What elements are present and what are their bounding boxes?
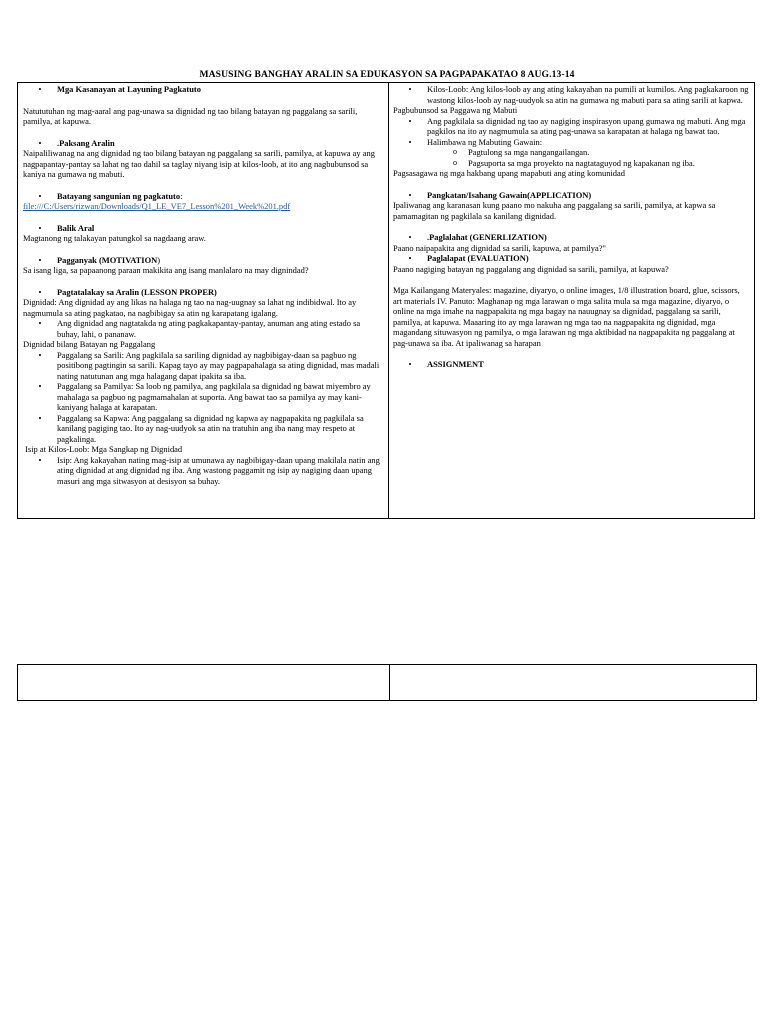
lesson-heading-item [23, 287, 383, 298]
objectives-heading-item [23, 84, 383, 95]
reference-heading-item [23, 191, 383, 202]
bullet: • [38, 190, 42, 201]
basis-item [23, 381, 383, 413]
review-heading-item [23, 223, 383, 234]
practice-text: Pagsasagawa ng mga hakbang upang mapabuti ang ating komunidad [393, 168, 625, 178]
example-item [393, 147, 749, 158]
good-item-text: Ang pagkilala sa dignidad ng tao ay nagiging inspirasyon upang gumawa ng mabuti. Ang mga pagkilos na ito ay nagmumula sa ating pag-unawa sa karapatan at halaga ng bawat tao. [427, 115, 746, 136]
reference-link[interactable]: file:///C:/Users/rizwan/Downloads/Q1_LE_VE7_Lesson%201_Week%201.pdf [23, 201, 291, 211]
review-heading: Balik Aral [57, 222, 95, 233]
bullet: • [38, 381, 42, 391]
reference-colon: : [180, 190, 183, 201]
objectives-heading: Mga Kasanayan at Layuning Pagkatuto [57, 84, 201, 94]
bullet: • [408, 136, 412, 147]
bullet: • [38, 349, 42, 360]
topic-heading-item [23, 138, 383, 149]
bullet: • [38, 412, 42, 423]
bullet: • [408, 359, 412, 369]
evaluation-text: Paano nagiging batayan ng paggalang ang dignidad sa sarili, pamilya, at kapuwa? [393, 263, 669, 274]
basis-item-text: Paggalang sa Kapwa: Ang paggalang sa dignidad ng kapwa ay nagpapakita ng pagkilala sa kanilang pagiging tao. Ito ay nag-uudyok sa atin na tratuhin ang iba nang may respeto at pagkalinga. [57, 412, 364, 444]
bullet: • [38, 222, 42, 233]
basis-item [23, 413, 383, 445]
bullet: • [408, 84, 412, 94]
application-heading-item [393, 190, 749, 201]
good-heading: Pagbubunsod sa Paggawa ng Mabuti [393, 105, 518, 115]
motivation-heading-item [23, 255, 383, 266]
example-text: Pagtulong sa mga nangangailangan. [468, 147, 590, 157]
will-item-right [393, 84, 749, 105]
left-column [18, 83, 389, 518]
evaluation-heading-item [393, 253, 749, 264]
lesson-bullet-item [23, 318, 383, 339]
empty-cell-left [18, 665, 390, 700]
assignment-heading: ASSIGNMENT [427, 359, 484, 369]
bullet: • [38, 84, 42, 94]
will-item-right-text: Kilos-Loob: Ang kilos-loob ay ang ating kakayahan na pumili at kumilos. Ang pagkakaroon ng wastong kilos-loob ay nag-uudyok sa atin na gumawa ng mabuti para sa ating sarili at kapwa. [427, 84, 749, 105]
basis-item-text: Paggalang sa Pamilya: Sa loob ng pamilya, ang pagkilala sa dignidad ng bawat miyembro ay mahalaga sa pagbuo ng pagmamahalan at suporta. Ang bawat tao sa pamilya ay may kani-kaniyang halaga at karapatan. [57, 381, 371, 412]
assignment-heading-item [393, 359, 749, 370]
examples-item [393, 137, 749, 148]
review-text: Magtanong ng talakayan patungkol sa nagdaang araw. [23, 233, 206, 243]
basis-item [23, 350, 383, 382]
materials-text: Mga Kailangang Materyales: magazine, diyaryo, o online images, 1/8 illustration board, glue, scissors, art materials IV. Panuto: Maghanap ng mga larawan o mga salita mula sa mga magazine, diyaryo, o online na mga imahe na nagpapakita ng mga bagay na nauugnay sa dignidad, paggalang sa sarili, pamilya, at kapuwa. Maaaring ito ay mga larawan ng mga tao na nagpapakita ng dignidad, mga magandang situwasyon ng pamilya, o mga larawan ng mga aktibidad na nagpapakita ng paggalang at pag-unawa sa iba. At ipaliwanag sa harapan [393, 285, 740, 348]
objectives-text: Natututuhan ng mag-aaral ang pag-unawa sa dignidad ng tao bilang batayan ng paggalang sa sarili, pamilya, at kapuwa. [23, 105, 358, 126]
will-item-text: Isip: Ang kakayahan nating mag-isip at umunawa ay nagbibigay-daan upang makilala natin ang ating dignidad at ang dignidad ng iba. Ang wastong paggamit ng isip ay nagiging daan upang masuri ang mga sitwasyon at desisyon sa buhay. [57, 454, 380, 486]
basis-heading: Dignidad bilang Batayan ng Paggalang [23, 339, 156, 349]
basis-item-text: Paggalang sa Sarili: Ang pagkilala sa sariling dignidad ay nagbibigay-daan sa pagbuo ng positibong pagtingin sa sarili. Kapag tayo ay may pagpapahalaga sa ating dignidad, mas madali nating natutunan ang mga halagang dapat ipakita sa iba. [57, 349, 380, 381]
bullet: • [38, 318, 42, 328]
sub-bullet: o [453, 157, 457, 167]
motivation-text: Sa isang liga, sa papaanong paraan makikita ang isang manlalaro na may dignindad? [23, 265, 309, 275]
topic-heading: .Paksang Aralin [57, 137, 115, 148]
motivation-heading: Pagganyak (MOTIVATION [57, 254, 158, 265]
example-text: Pagsuporta sa mga proyekto na nagtataguyod ng kapakanan ng iba. [468, 157, 695, 168]
lesson-heading: Pagtatalakay sa Aralin (LESSON PROPER) [57, 286, 217, 297]
bullet: • [38, 454, 42, 465]
document-title: MASUSING BANGHAY ARALIN SA EDUKASYON SA PAGPAPAKATAO 8 AUG.13-14 [199, 69, 575, 80]
lesson-plan-table [17, 82, 755, 519]
bullet: • [408, 189, 412, 200]
empty-table [17, 664, 757, 701]
generalization-heading-item [393, 232, 749, 243]
bullet: • [38, 254, 42, 265]
topic-text: Naipaliliwanag na ang dignidad ng tao bilang batayan ng paggalang sa sarili, pamilya, at kapuwa ay ang nagpapantay-pantay sa lahat ng tao dahil sa taglay niyang isip at kilos-loob, at ito ang nagbubunsod sa kaniya na gumawa ng mabuti. [23, 148, 375, 179]
example-item [393, 158, 749, 169]
application-text: Ipaliwanag ang karanasan kung paano mo nakuha ang paggalang sa sarili, pamilya, at kapwa sa pamamagitan ng pagkilala sa kanilang dignidad. [393, 200, 716, 221]
application-heading: Pangkatan/Isahang Gawain(APPLICATION) [427, 189, 592, 200]
examples-label: Halimbawa ng Mabuting Gawain: [427, 136, 543, 147]
empty-cell-right [390, 665, 756, 700]
lesson-bullet-text: Ang dignidad ang nagtatakda ng ating pagkakapantay-pantay, anuman ang ating estado sa buhay, lahi, o pananaw. [57, 318, 361, 339]
will-heading: Isip at Kilos-Loob: Mga Sangkap ng Dignidad [23, 444, 183, 454]
evaluation-heading: Paglalapat (EVALUATION) [427, 253, 529, 263]
motivation-close: ) [157, 254, 161, 265]
generalization-text: Paano naipapakita ang dignidad sa sarili, kapuwa, at pamilya?" [393, 242, 606, 253]
lesson-text: Dignidad: Ang dignidad ay ang likas na halaga ng tao na nag-uugnay sa lahat ng indibidwal. Ito ay nagmumula sa ating pagkatao, na nagbibigay sa atin ng karapatang igalang. [23, 297, 357, 318]
sub-bullet: o [453, 147, 457, 156]
reference-heading: Batayang sangunian ng pagkatuto [57, 190, 181, 201]
right-column [389, 83, 754, 518]
generalization-heading: .Paglalahat (GENERLIZATION) [427, 232, 547, 242]
bullet: • [408, 232, 412, 242]
bullet: • [408, 253, 412, 263]
bullet: • [38, 286, 42, 297]
will-item [23, 455, 383, 487]
bullet: • [38, 137, 42, 148]
good-item [393, 116, 749, 137]
bullet: • [408, 115, 412, 126]
